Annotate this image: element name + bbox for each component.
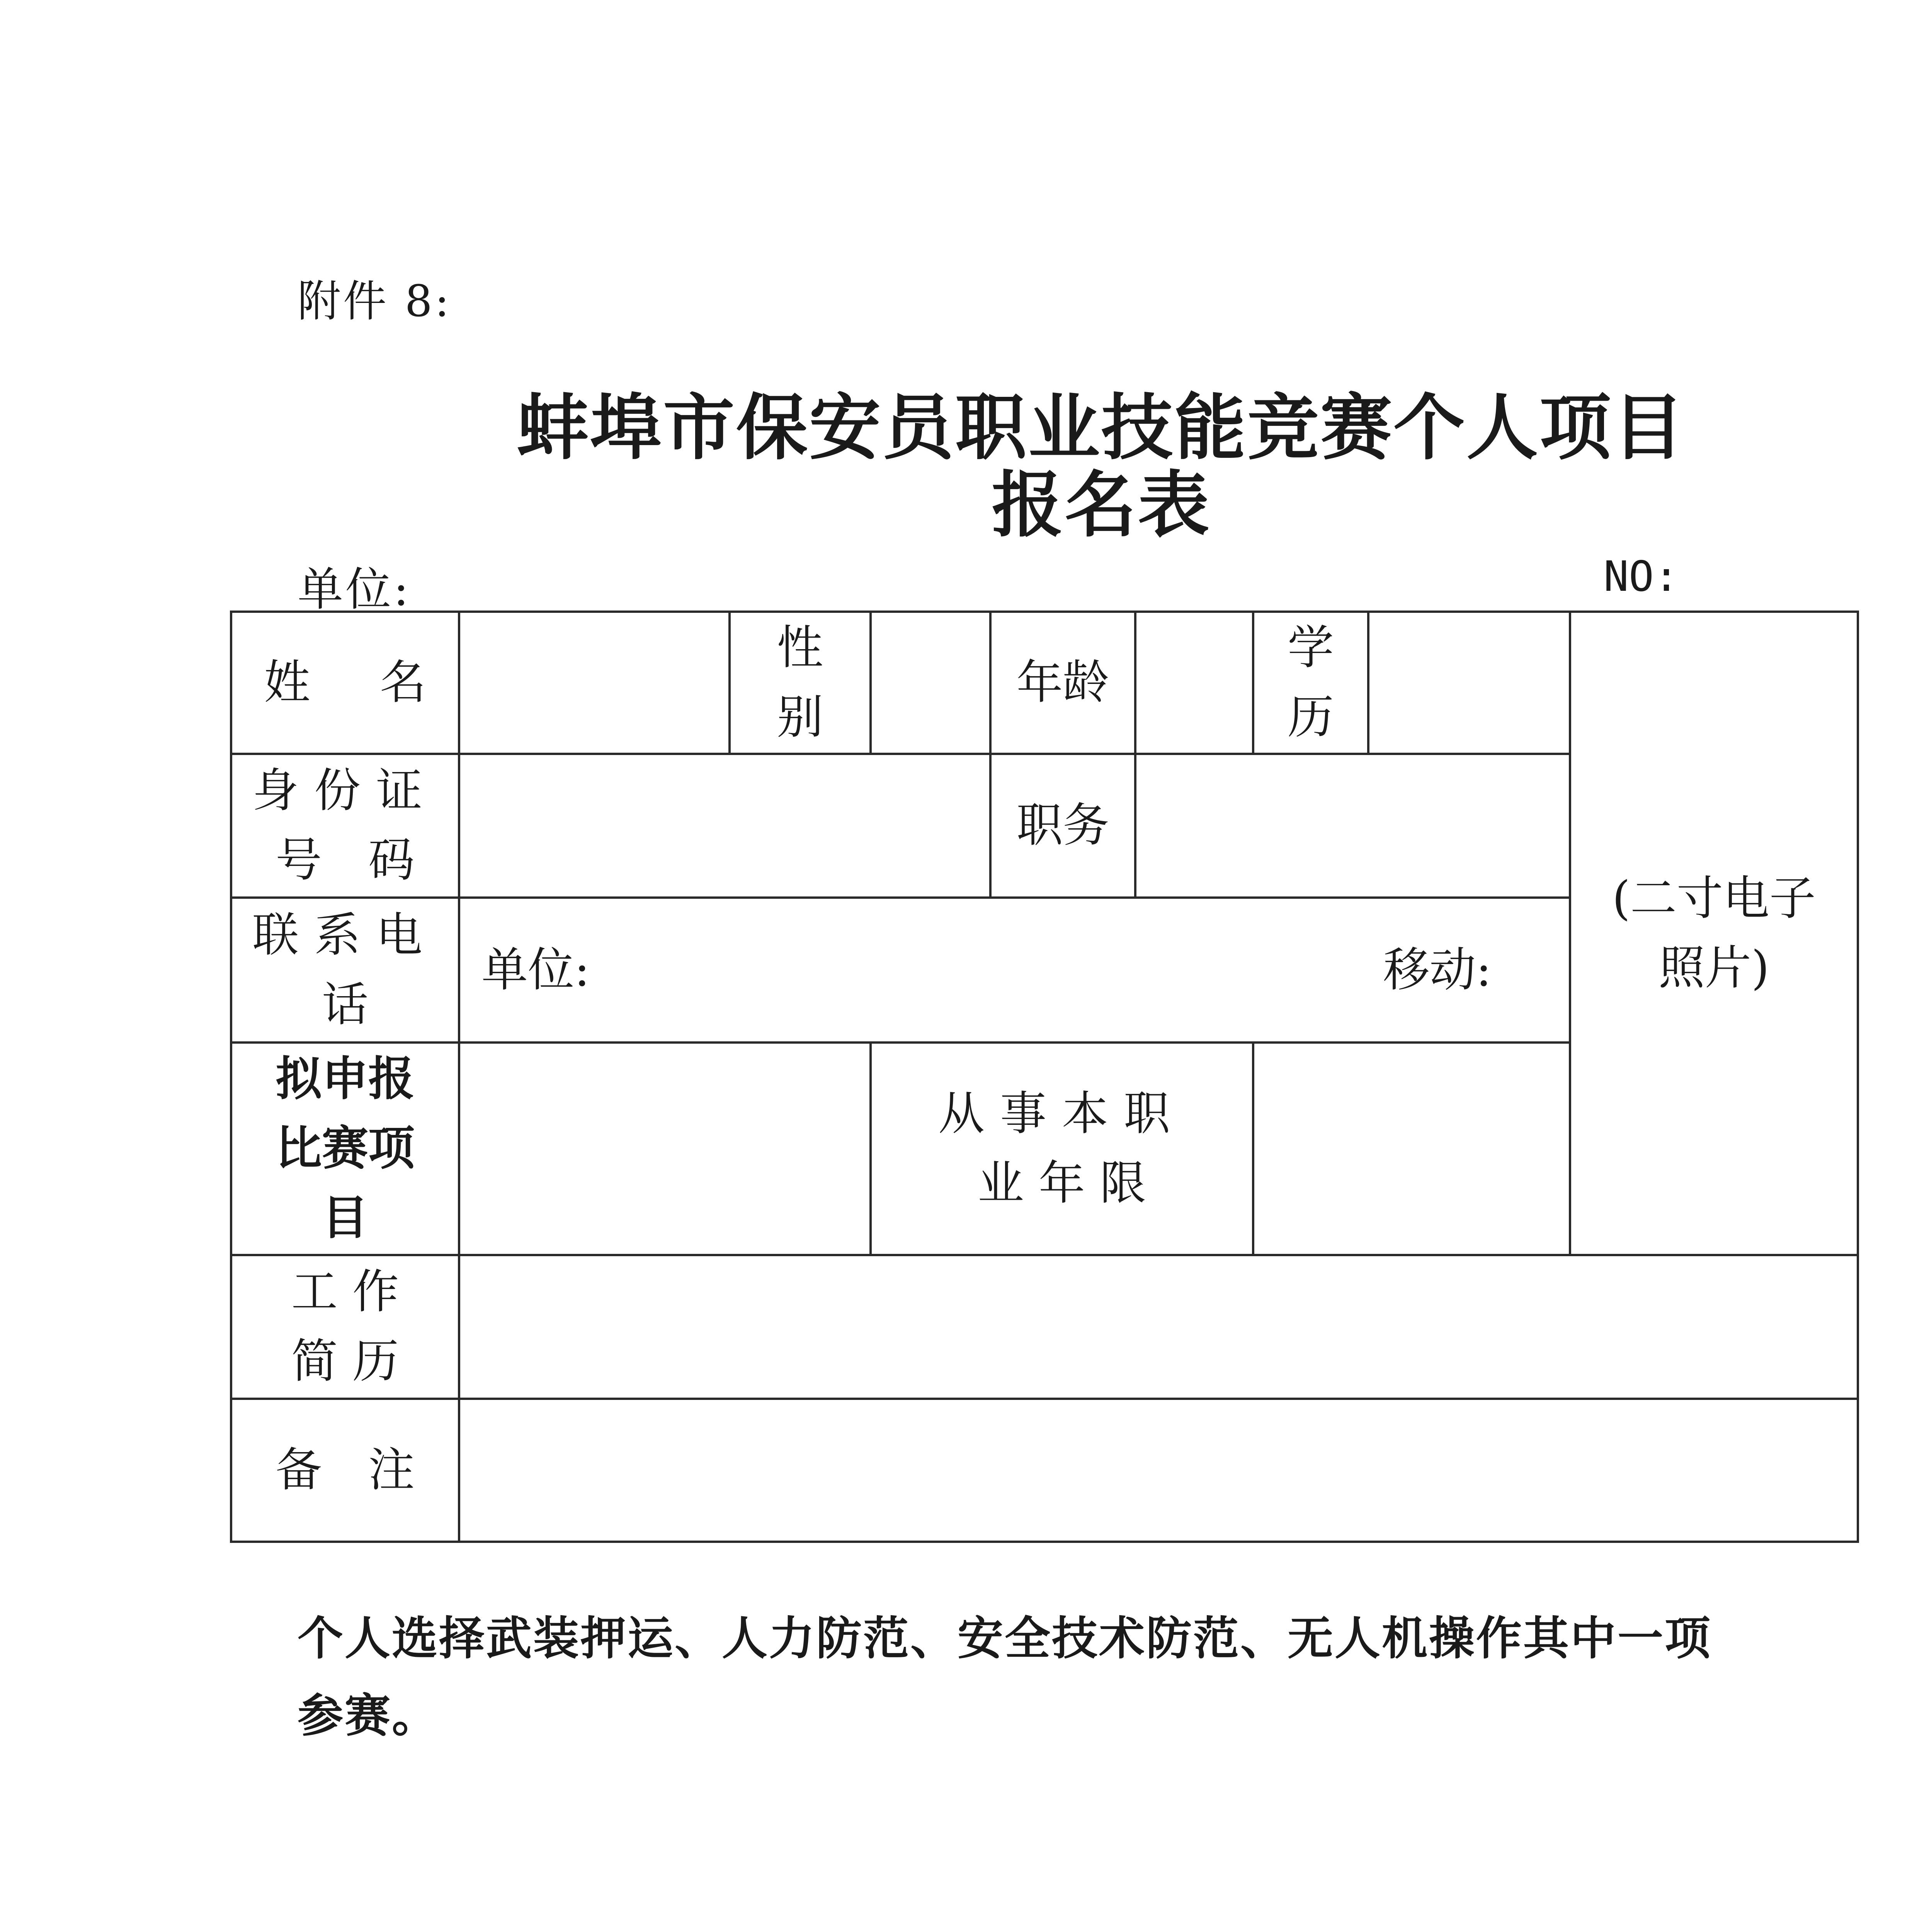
years-field[interactable] [1253,1043,1570,1255]
id-number-label: 身份证 号 码 [231,754,459,898]
phone-field[interactable] [459,898,1570,1043]
resume-field[interactable] [459,1255,1858,1399]
years-label: 从事本职 业 年 限 [871,1043,1253,1255]
phone-label: 联系电 话 [231,898,459,1043]
form-title-line2: 报名表 [992,463,1211,547]
gender-field[interactable] [871,612,990,754]
resume-label: 工 作 简 历 [231,1255,459,1399]
name-field[interactable] [459,612,730,754]
registration-form-table [230,611,1859,1543]
position-field[interactable] [1135,754,1570,898]
phone-mobile-label: 移动: [1383,943,1492,997]
attachment-label: 附件 8: [298,276,452,327]
education-field[interactable] [1368,612,1570,754]
id-number-field[interactable] [459,754,990,898]
name-label: 姓 名 [231,612,459,754]
position-label: 职务 [990,754,1135,898]
unit-label: 单位: [298,563,411,616]
event-label: 拟申报 比赛项 目 [231,1043,459,1255]
remarks-label: 备 注 [231,1399,459,1542]
remarks-field[interactable] [459,1399,1858,1542]
number-label: NO: [1604,553,1679,601]
form-title-line1: 蚌埠市保安员职业技能竞赛个人项目 [517,386,1686,469]
age-label: 年龄 [990,612,1135,754]
education-label: 学 历 [1253,612,1368,754]
age-field[interactable] [1135,612,1253,754]
event-field[interactable] [459,1043,871,1255]
photo-box[interactable]: (二寸电子 照片) [1570,612,1858,1255]
gender-label: 性 别 [730,612,871,754]
participation-note: 个人选择武装押运、人力防范、安全技术防范、无人机操作其中一项参赛。 [298,1612,1712,1742]
phone-unit-label: 单位: [481,943,590,997]
